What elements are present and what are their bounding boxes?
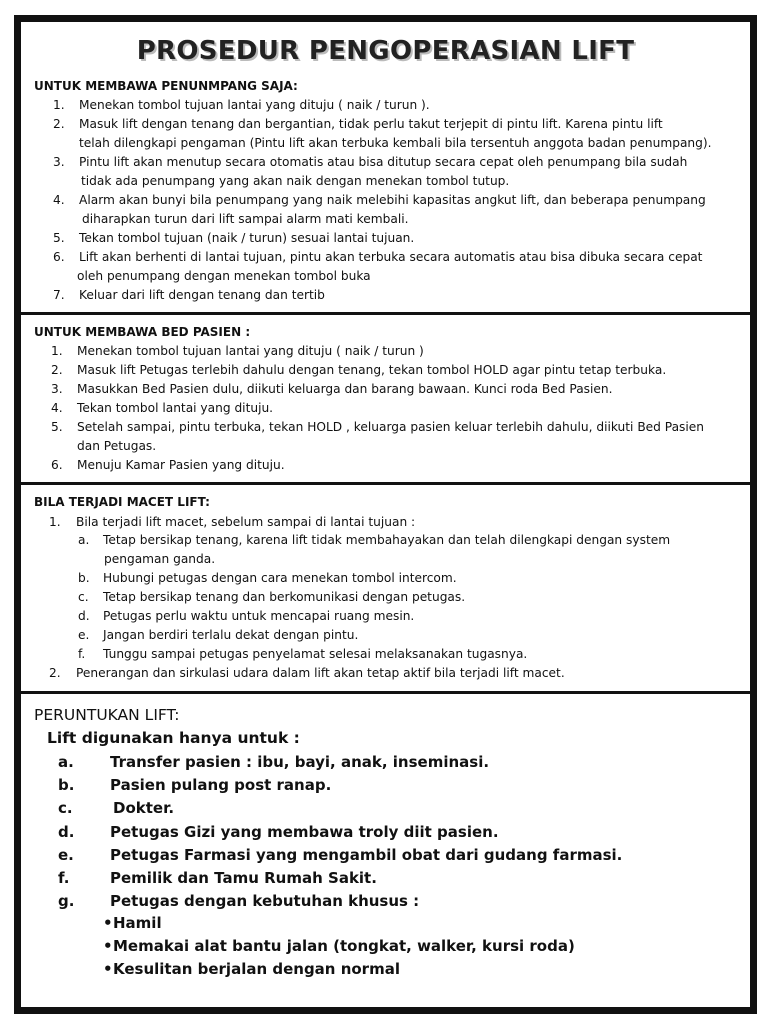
sublist-item-text: Tetap bersikap tenang, karena lift tidak membahayakan dan telah dilengkapi dengan system <box>103 533 671 547</box>
list-item-text: Tekan tombol lantai yang dituju. <box>77 401 274 415</box>
bullet-dot: • <box>103 960 113 978</box>
section-divider <box>21 312 750 315</box>
sublist-item-text: Petugas perlu waktu untuk mencapai ruang mesin. <box>103 609 415 623</box>
list-letter: e. <box>58 846 74 864</box>
section3-heading: BILA TERJADI MACET LIFT: <box>34 495 210 509</box>
list-item-text: Petugas Farmasi yang mengambil obat dari gudang farmasi. <box>110 846 623 864</box>
list-letter: d. <box>58 823 75 841</box>
list-number: 5. <box>53 231 65 245</box>
sublist-item-text: pengaman ganda. <box>104 552 216 566</box>
list-letter: a. <box>58 753 74 771</box>
list-item-text: Dokter. <box>113 799 175 817</box>
list-item-text: diharapkan turun dari lift sampai alarm mati kembali. <box>82 212 409 226</box>
sublist-letter: f. <box>78 647 86 661</box>
bullet-dot: • <box>103 937 113 955</box>
list-item-text: Bila terjadi lift macet, sebelum sampai di lantai tujuan : <box>76 515 416 529</box>
bullet-item-text: Memakai alat bantu jalan (tongkat, walker, kursi roda) <box>113 937 575 955</box>
list-item-text: telah dilengkapi pengaman (Pintu lift akan terbuka kembali bila tersentuh anggota badan penumpang). <box>79 136 712 150</box>
sublist-item-text: Tunggu sampai petugas penyelamat selesai melaksanakan tugasnya. <box>103 647 528 661</box>
section-divider <box>21 691 750 694</box>
list-number: 1. <box>51 344 63 358</box>
list-item-text: Penerangan dan sirkulasi udara dalam lift akan tetap aktif bila terjadi lift macet. <box>76 666 565 680</box>
list-item-text: Menuju Kamar Pasien yang dituju. <box>77 458 285 472</box>
list-item-text: Alarm akan bunyi bila penumpang yang naik melebihi kapasitas angkut lift, dan beberapa penumpang <box>79 193 706 207</box>
list-item-text: Menekan tombol tujuan lantai yang dituju ( naik / turun ). <box>79 98 430 112</box>
list-number: 3. <box>51 382 63 396</box>
list-item-text: tidak ada penumpang yang akan naik dengan menekan tombol tutup. <box>81 174 510 188</box>
list-item-text: Transfer pasien : ibu, bayi, anak, inseminasi. <box>110 753 490 771</box>
list-letter: g. <box>58 892 75 910</box>
list-number: 7. <box>53 288 65 302</box>
list-item-text: Setelah sampai, pintu terbuka, tekan HOLD , keluarga pasien keluar terlebih dahulu, diikuti Bed Pasien <box>77 420 705 434</box>
section2-heading: UNTUK MEMBAWA BED PASIEN : <box>34 325 251 339</box>
list-number: 1. <box>49 515 61 529</box>
document-title: PROSEDUR PENGOPERASIAN LIFT <box>136 36 635 66</box>
list-number: 2. <box>51 363 63 377</box>
list-item-text: Masukkan Bed Pasien dulu, diikuti keluarga dan barang bawaan. Kunci roda Bed Pasien. <box>77 382 613 396</box>
section1-heading: UNTUK MEMBAWA PENUNMPANG SAJA: <box>34 79 298 93</box>
list-item-text: Lift akan berhenti di lantai tujuan, pintu akan terbuka secara automatis atau bisa dibuka secara cepat <box>79 250 703 264</box>
list-item-text: Pemilik dan Tamu Rumah Sakit. <box>110 869 377 887</box>
sublist-item-text: Tetap bersikap tenang dan berkomunikasi dengan petugas. <box>103 590 466 604</box>
sublist-letter: a. <box>78 533 90 547</box>
list-number: 4. <box>53 193 65 207</box>
list-item-text: dan Petugas. <box>77 439 157 453</box>
section4-heading: PERUNTUKAN LIFT: <box>34 706 180 724</box>
list-item-text: Keluar dari lift dengan tenang dan tertib <box>79 288 325 302</box>
list-item-text: Petugas Gizi yang membawa troly diit pasien. <box>110 823 499 841</box>
sublist-item-text: Jangan berdiri terlalu dekat dengan pintu. <box>103 628 359 642</box>
list-number: 6. <box>51 458 63 472</box>
list-item-text: Masuk lift Petugas terlebih dahulu dengan tenang, tekan tombol HOLD agar pintu tetap terbuka. <box>77 363 667 377</box>
list-item-text: Tekan tombol tujuan (naik / turun) sesuai lantai tujuan. <box>79 231 415 245</box>
sublist-letter: b. <box>78 571 90 585</box>
list-letter: c. <box>58 799 73 817</box>
list-number: 3. <box>53 155 65 169</box>
list-item-text: Pintu lift akan menutup secara otomatis atau bisa ditutup secara cepat oleh penumpang bila sudah <box>79 155 688 169</box>
list-number: 5. <box>51 420 63 434</box>
list-number: 6. <box>53 250 65 264</box>
list-number: 4. <box>51 401 63 415</box>
sublist-item-text: Hubungi petugas dengan cara menekan tombol intercom. <box>103 571 457 585</box>
list-number: 1. <box>53 98 65 112</box>
sublist-letter: d. <box>78 609 90 623</box>
sublist-letter: e. <box>78 628 90 642</box>
bullet-item-text: Hamil <box>113 914 162 932</box>
list-number: 2. <box>53 117 65 131</box>
section4-intro: Lift digunakan hanya untuk : <box>47 729 300 747</box>
sublist-letter: c. <box>78 590 89 604</box>
list-item-text: Pasien pulang post ranap. <box>110 776 332 794</box>
list-item-text: Menekan tombol tujuan lantai yang dituju ( naik / turun ) <box>77 344 424 358</box>
bullet-item-text: Kesulitan berjalan dengan normal <box>113 960 400 978</box>
document-frame <box>14 15 757 1014</box>
list-item-text: Petugas dengan kebutuhan khusus : <box>110 892 420 910</box>
list-letter: f. <box>58 869 70 887</box>
list-item-text: oleh penumpang dengan menekan tombol buka <box>77 269 371 283</box>
list-letter: b. <box>58 776 75 794</box>
list-number: 2. <box>49 666 61 680</box>
section-divider <box>21 482 750 485</box>
list-item-text: Masuk lift dengan tenang dan bergantian, tidak perlu takut terjepit di pintu lift. Karena pintu lift <box>79 117 663 131</box>
bullet-dot: • <box>103 914 113 932</box>
